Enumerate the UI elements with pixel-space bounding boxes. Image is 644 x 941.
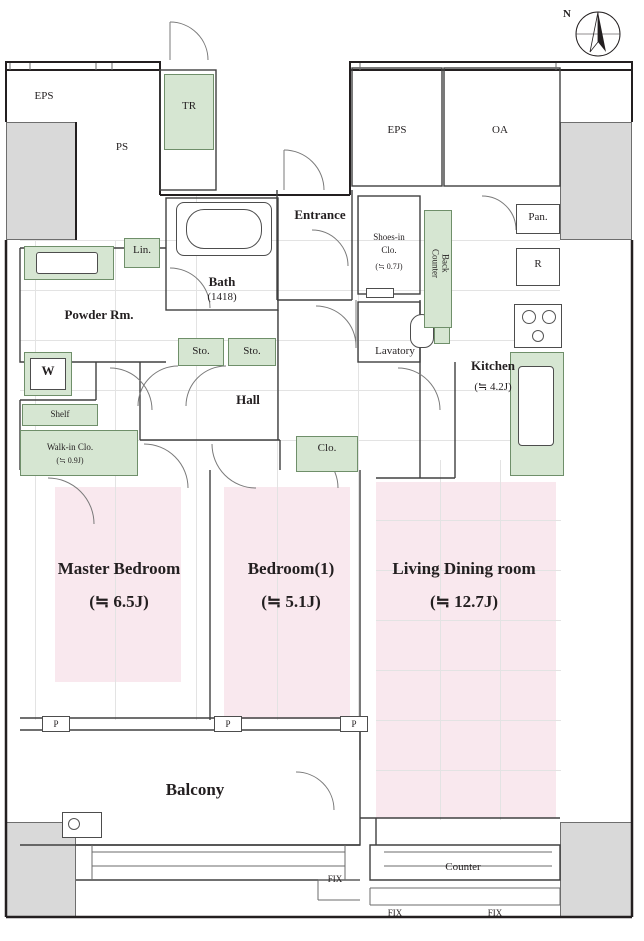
compass-rose xyxy=(572,8,624,60)
grid-line xyxy=(35,240,36,720)
grid-line xyxy=(358,195,359,720)
eps-left-label: EPS xyxy=(34,90,54,102)
lavatory-label: Lavatory xyxy=(375,345,415,357)
ps-label: PS xyxy=(115,141,129,153)
bedroom1-area-label: (≒ 5.1J) xyxy=(261,592,321,611)
oa-label: OA xyxy=(492,124,508,136)
washer-label: W xyxy=(41,363,55,378)
bath-size-label: (1418) xyxy=(207,291,237,303)
vanity-basin xyxy=(36,252,98,274)
grid-line xyxy=(20,340,560,341)
shoes-in-closet-label-1: Shoes-in xyxy=(373,232,405,242)
back-counter-label: Back Counter xyxy=(430,248,451,278)
entrance-label: Entrance xyxy=(294,207,346,222)
closet-label: Clo. xyxy=(317,442,337,454)
stove-burner-2 xyxy=(542,310,556,324)
grid-line xyxy=(20,240,560,241)
tr-label: TR xyxy=(181,100,197,112)
pan-label: Pan. xyxy=(528,211,548,223)
structural-column-top-left xyxy=(6,122,76,240)
balcony-service-dial xyxy=(68,818,80,830)
ldr-floor-tint xyxy=(376,482,556,818)
kitchen-sink xyxy=(518,366,554,446)
master-bedroom-floor-tint xyxy=(55,487,181,682)
counter-label: Counter xyxy=(445,861,481,873)
storage-1-label: Sto. xyxy=(192,345,210,357)
walk-in-closet-area xyxy=(20,430,138,476)
powder-room-label: Powder Rm. xyxy=(64,307,134,322)
kitchen-area-label: (≒ 4.2J) xyxy=(474,381,512,393)
compass-north-label: N xyxy=(563,8,571,20)
bathtub-inner xyxy=(186,209,262,249)
walk-in-closet-area: (≒ 0.9J) xyxy=(56,456,84,465)
grid-line xyxy=(376,520,561,521)
structural-column-bottom-right xyxy=(560,822,632,917)
bath-label: Bath xyxy=(208,274,236,289)
grid-line xyxy=(196,195,197,720)
stove-burner-1 xyxy=(522,310,536,324)
grid-line xyxy=(20,290,560,291)
pipe-space-2-label: P xyxy=(225,719,231,729)
grid-line xyxy=(376,670,561,671)
structural-column-top-right xyxy=(560,122,632,240)
pipe-space-1-label: P xyxy=(53,719,59,729)
grid-line xyxy=(277,195,278,720)
ldr-label: Living Dining room xyxy=(392,559,536,578)
kitchen-label: Kitchen xyxy=(470,358,516,373)
grid-line xyxy=(376,620,561,621)
linen-label: Lin. xyxy=(132,244,152,256)
shoes-in-closet-shelf xyxy=(366,288,394,298)
fix-label-1: FIX xyxy=(327,874,343,884)
grid-line xyxy=(376,720,561,721)
storage-2-label: Sto. xyxy=(243,345,261,357)
shoes-in-closet-area: (≒ 0.7J) xyxy=(375,262,403,271)
fix-label-2: FIX xyxy=(387,908,403,918)
stove-burner-3 xyxy=(532,330,544,342)
grid-line xyxy=(500,460,501,820)
walk-in-closet-label: Walk-in Clo. xyxy=(46,442,94,452)
shoes-in-closet-label-2: Clo. xyxy=(381,245,397,255)
grid-line xyxy=(376,770,561,771)
bedroom1-label: Bedroom(1) xyxy=(247,559,335,578)
eps-right-label: EPS xyxy=(387,124,407,136)
master-bedroom-area-label: (≒ 6.5J) xyxy=(89,592,149,611)
master-bedroom-label: Master Bedroom xyxy=(57,559,181,578)
refrigerator-label: R xyxy=(534,258,542,270)
balcony-label: Balcony xyxy=(165,780,225,799)
grid-line xyxy=(440,460,441,820)
ldr-area-label: (≒ 12.7J) xyxy=(429,592,499,611)
pipe-space-3-label: P xyxy=(351,719,357,729)
hall-label: Hall xyxy=(236,392,260,407)
shelf-label: Shelf xyxy=(50,409,70,419)
fix-label-3: FIX xyxy=(487,908,503,918)
